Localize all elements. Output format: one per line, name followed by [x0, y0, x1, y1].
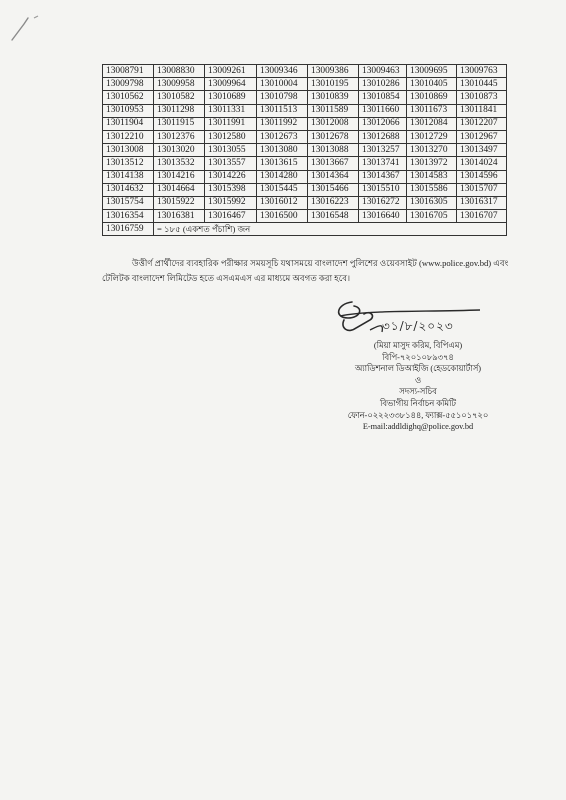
- results-table-body: [103, 65, 507, 236]
- table-cell: 13014632: [103, 183, 154, 196]
- table-cell: 13015510: [359, 183, 407, 196]
- table-cell: 13011513: [257, 104, 308, 117]
- table-cell: 13009964: [205, 78, 257, 91]
- table-cell: 13009346: [257, 65, 308, 78]
- pen-mark-icon: [8, 4, 48, 44]
- notice-paragraph: [102, 256, 520, 286]
- table-cell: 13013741: [359, 157, 407, 170]
- table-cell: 13011915: [154, 117, 205, 130]
- table-cell: 13013080: [257, 144, 308, 157]
- table-cell: 13009261: [205, 65, 257, 78]
- table-cell: 13012688: [359, 130, 407, 143]
- table-cell: 13010689: [205, 91, 257, 104]
- table-row: [103, 65, 507, 78]
- table-cell: 13016500: [257, 210, 308, 223]
- table-row: [103, 157, 507, 170]
- table-cell: 13013055: [205, 144, 257, 157]
- table-cell: 13014024: [457, 157, 507, 170]
- table-cell: 13013270: [407, 144, 457, 157]
- notice-line-1: উত্তীর্ণ প্রার্থীদের ব্যবহারিক পরীক্ষার সময়সূচি যথাসময়ে বাংলাদেশ পুলিশের ওয়েবসাইট (www.police.gov.bd) এবং: [132, 258, 509, 268]
- table-cell: 13014664: [154, 183, 205, 196]
- table-cell: 13013008: [103, 144, 154, 157]
- table-cell: 13014226: [205, 170, 257, 183]
- table-cell: 13012376: [154, 130, 205, 143]
- table-cell: 13014583: [407, 170, 457, 183]
- table-cell: 13016305: [407, 196, 457, 209]
- table-cell: 13013020: [154, 144, 205, 157]
- notice-line-2: টেলিটক বাংলাদেশ লিমিটেড হতে এসএমএস এর মাধ্যমে অবগত করা হবে।: [102, 273, 351, 283]
- table-cell: 13011904: [103, 117, 154, 130]
- table-cell: 13008791: [103, 65, 154, 78]
- table-cell: 13009763: [457, 65, 507, 78]
- table-cell: 13015922: [154, 196, 205, 209]
- results-table: [102, 64, 507, 236]
- table-cell: 13013532: [154, 157, 205, 170]
- table-cell: 13015586: [407, 183, 457, 196]
- table-cell: 13013972: [407, 157, 457, 170]
- table-cell: 13012580: [205, 130, 257, 143]
- table-cell: 13016354: [103, 210, 154, 223]
- table-cell: 13010839: [308, 91, 359, 104]
- table-cell: 13016640: [359, 210, 407, 223]
- table-cell: 13015992: [205, 196, 257, 209]
- table-cell: 13014138: [103, 170, 154, 183]
- signatory-designation: অ্যাডিশনাল ডিআইজি (হেডকোয়ার্টার্স): [355, 364, 481, 374]
- table-cell: 13012729: [407, 130, 457, 143]
- table-cell: 13012008: [308, 117, 359, 130]
- table-cell: 13016272: [359, 196, 407, 209]
- table-cell: 13011298: [154, 104, 205, 117]
- table-cell: 13011991: [205, 117, 257, 130]
- table-cell: 13012207: [457, 117, 507, 130]
- table-cell: 13016317: [457, 196, 507, 209]
- table-cell: 13016707: [457, 210, 507, 223]
- table-cell: 13010445: [457, 78, 507, 91]
- table-cell: 13010004: [257, 78, 308, 91]
- table-cell: 13015398: [205, 183, 257, 196]
- signatory-committee: বিভাগীয় নির্বাচন কমিটি: [380, 398, 456, 408]
- table-cell: 13015466: [308, 183, 359, 196]
- table-cell: 13010869: [407, 91, 457, 104]
- table-cell: 13010195: [308, 78, 359, 91]
- table-cell: 13015754: [103, 196, 154, 209]
- table-cell: 13013512: [103, 157, 154, 170]
- table-cell: 13016548: [308, 210, 359, 223]
- table-row: [103, 117, 507, 130]
- table-row: [103, 130, 507, 143]
- table-cell: 13013667: [308, 157, 359, 170]
- table-cell: 13009798: [103, 78, 154, 91]
- table-row: [103, 78, 507, 91]
- table-row: [103, 210, 507, 223]
- table-cell: 13016759: [103, 223, 154, 236]
- table-cell: 13012678: [308, 130, 359, 143]
- table-cell: 13009463: [359, 65, 407, 78]
- table-cell: 13010405: [407, 78, 457, 91]
- table-cell: 13008830: [154, 65, 205, 78]
- signatory-bp-number: বিপি-৭২০১০৮৯৩৭৪: [382, 352, 454, 362]
- signatory-email: E-mail:addldighq@police.gov.bd: [362, 422, 474, 432]
- signatory-role: সদস্য-সচিব: [399, 387, 437, 397]
- table-cell: 13014364: [308, 170, 359, 183]
- table-cell: 13014367: [359, 170, 407, 183]
- table-row: [103, 104, 507, 117]
- table-cell: 13012673: [257, 130, 308, 143]
- table-cell: 13010854: [359, 91, 407, 104]
- table-cell: 13010562: [103, 91, 154, 104]
- table-cell: 13012084: [407, 117, 457, 130]
- table-cell: 13013088: [308, 144, 359, 157]
- table-cell: 13015445: [257, 183, 308, 196]
- signatory-phone: ফোন-০২২২৩৩৮১৪৪, ফ্যাক্স-৫৫১০১৭২০: [347, 410, 489, 420]
- table-cell: 13011589: [308, 104, 359, 117]
- table-cell: 13016705: [407, 210, 457, 223]
- table-cell: 13012066: [359, 117, 407, 130]
- table-cell: 13013615: [257, 157, 308, 170]
- table-cell: 13010953: [103, 104, 154, 117]
- table-cell: 13010798: [257, 91, 308, 104]
- table-row: [103, 91, 507, 104]
- table-row: [103, 183, 507, 196]
- table-cell: 13012210: [103, 130, 154, 143]
- table-cell: 13009386: [308, 65, 359, 78]
- table-row: [103, 170, 507, 183]
- table-cell: 13014280: [257, 170, 308, 183]
- signatory-name: (মিয়া মাসুদ করিম, বিপিএম): [373, 341, 463, 350]
- table-cell: 13013257: [359, 144, 407, 157]
- table-cell: 13011673: [407, 104, 457, 117]
- table-cell: 13013497: [457, 144, 507, 157]
- table-cell: 13016223: [308, 196, 359, 209]
- table-cell: 13010286: [359, 78, 407, 91]
- table-cell: 13009695: [407, 65, 457, 78]
- table-cell: 13014596: [457, 170, 507, 183]
- signatory-and: ও: [414, 375, 422, 385]
- signature-date: ৩১/৮/২০২৩: [382, 319, 454, 333]
- table-cell: 13010873: [457, 91, 507, 104]
- table-cell: 13013557: [205, 157, 257, 170]
- table-cell: 13016012: [257, 196, 308, 209]
- table-cell: 13010582: [154, 91, 205, 104]
- table-cell: 13015707: [457, 183, 507, 196]
- table-row-total: [103, 223, 507, 236]
- table-cell: 13016467: [205, 210, 257, 223]
- total-count-cell: = ১৮৫ (একশত পঁচাশি) জন: [154, 223, 507, 236]
- signatory-block: [318, 340, 518, 433]
- table-row: [103, 196, 507, 209]
- table-cell: 13009958: [154, 78, 205, 91]
- table-cell: 13011992: [257, 117, 308, 130]
- table-cell: 13014216: [154, 170, 205, 183]
- table-cell: 13016381: [154, 210, 205, 223]
- table-cell: 13012967: [457, 130, 507, 143]
- table-cell: 13011331: [205, 104, 257, 117]
- table-row: [103, 144, 507, 157]
- table-cell: 13011841: [457, 104, 507, 117]
- table-cell: 13011660: [359, 104, 407, 117]
